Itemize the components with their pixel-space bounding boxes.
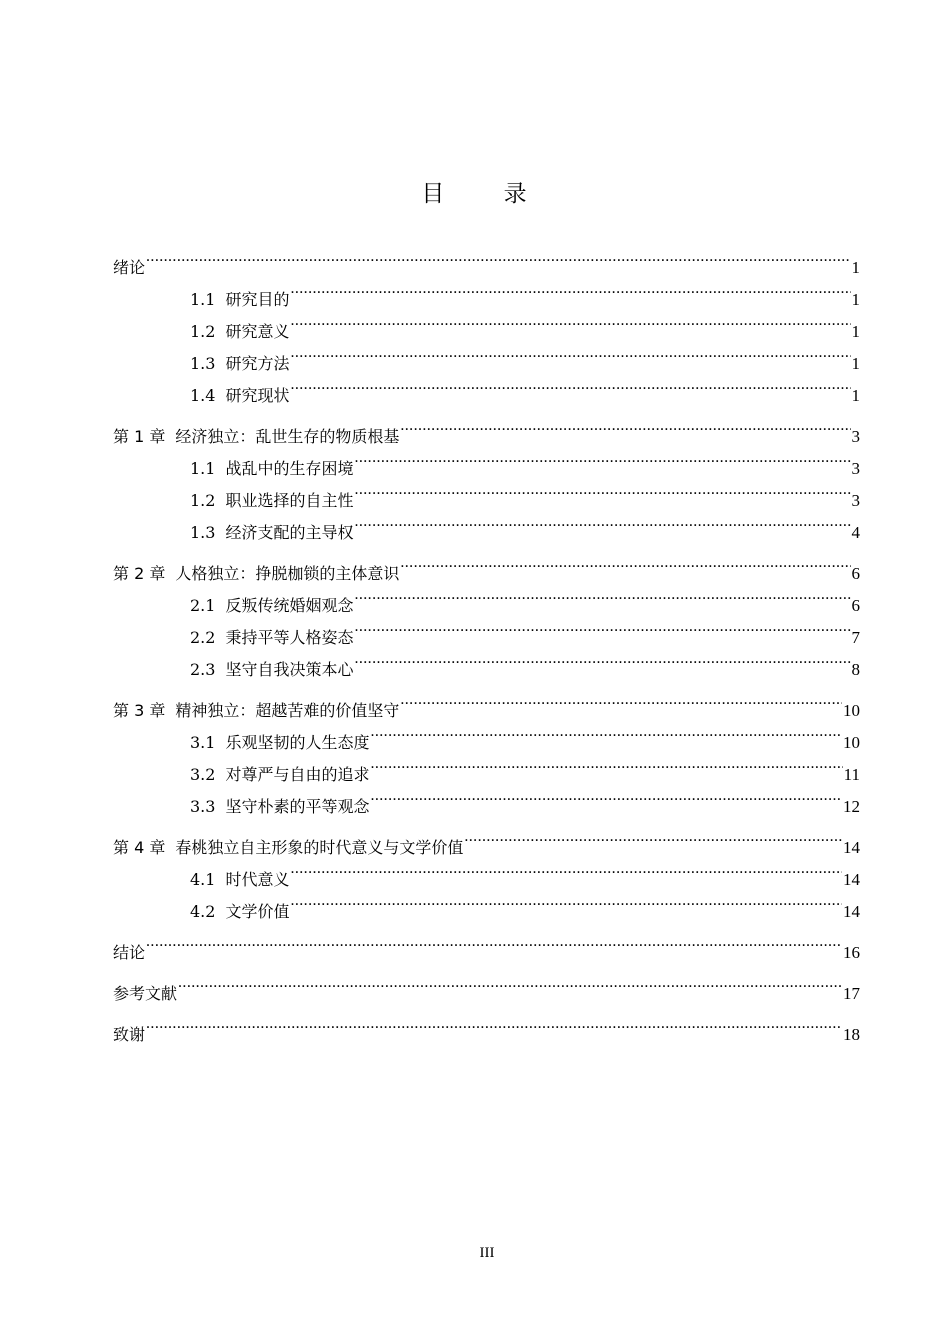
toc-entry-title: 精神独立：超越苦难的价值坚守 xyxy=(175,701,400,720)
toc-entry-page: 12 xyxy=(843,797,860,816)
toc-entry-page: 8 xyxy=(851,660,860,679)
toc-chapter-entry[interactable] xyxy=(113,967,860,1003)
toc-entry-number: 3.1 xyxy=(190,733,216,752)
toc-chapter-entry[interactable] xyxy=(113,684,860,720)
toc-dot-leader xyxy=(146,926,842,958)
toc-entry-number: 1.1 xyxy=(190,459,216,478)
toc-chapter-entry[interactable] xyxy=(113,547,860,583)
toc-entry-page: 17 xyxy=(843,984,860,1003)
toc-entry-title: 经济支配的主导权 xyxy=(225,523,354,542)
toc-entry-page: 3 xyxy=(851,459,860,478)
toc-chapter-entry[interactable] xyxy=(113,926,860,962)
toc-entry-title: 经济独立：乱世生存的物质根基 xyxy=(175,427,400,446)
toc-entry-page: 6 xyxy=(851,564,860,583)
toc-dot-leader xyxy=(400,410,850,442)
toc-entry-page: 1 xyxy=(851,354,860,373)
toc-dot-leader xyxy=(370,780,842,812)
toc-entry-number: 1.1 xyxy=(190,290,216,309)
toc-entry-number: 4.2 xyxy=(190,902,216,921)
toc-entry-number: 2.1 xyxy=(190,596,216,615)
toc-entry-page: 10 xyxy=(843,733,860,752)
toc-entry-title: 结论 xyxy=(113,943,146,962)
toc-chapter-entry[interactable] xyxy=(113,410,860,446)
toc-entry-title: 致谢 xyxy=(113,1025,146,1044)
page-number: III xyxy=(479,1245,495,1261)
toc-entry-page: 14 xyxy=(843,902,860,921)
toc-entry-number: 1.2 xyxy=(190,491,216,510)
toc-dot-leader xyxy=(290,369,850,401)
toc-entry-title: 研究目的 xyxy=(225,290,290,309)
toc-dot-leader xyxy=(370,716,842,748)
toc-entry-title: 研究意义 xyxy=(225,322,290,341)
toc-entry-page: 1 xyxy=(851,290,860,309)
table-of-contents xyxy=(113,241,860,1044)
toc-entry-title: 坚守朴素的平等观念 xyxy=(225,797,370,816)
toc-entry-title: 人格独立：挣脱枷锁的主体意识 xyxy=(175,564,400,583)
toc-entry-title: 秉持平等人格姿态 xyxy=(225,628,354,647)
toc-dot-leader xyxy=(464,821,842,853)
toc-entry-page: 4 xyxy=(851,523,860,542)
toc-dot-leader xyxy=(290,885,842,917)
toc-entry-page: 1 xyxy=(851,322,860,341)
toc-dot-leader xyxy=(400,547,850,579)
toc-entry-title: 春桃独立自主形象的时代意义与文学价值 xyxy=(175,838,464,857)
toc-entry-page: 1 xyxy=(851,258,860,277)
toc-entry-page: 7 xyxy=(851,628,860,647)
toc-dot-leader xyxy=(354,611,850,643)
toc-dot-leader xyxy=(354,643,850,675)
toc-entry-number: 第 3 章 xyxy=(113,701,166,720)
toc-entry-title: 参考文献 xyxy=(113,984,178,1003)
toc-entry-number: 2.2 xyxy=(190,628,216,647)
toc-entry-title: 时代意义 xyxy=(225,870,290,889)
toc-dot-leader xyxy=(290,853,842,885)
toc-entry-number: 第 2 章 xyxy=(113,564,166,583)
toc-entry-page: 14 xyxy=(843,870,860,889)
toc-entry-title: 反叛传统婚姻观念 xyxy=(225,596,354,615)
toc-entry-page: 1 xyxy=(851,386,860,405)
toc-chapter-entry[interactable] xyxy=(113,1008,860,1044)
toc-dot-leader xyxy=(290,273,850,305)
toc-dot-leader xyxy=(370,748,842,780)
toc-entry-title: 乐观坚韧的人生态度 xyxy=(225,733,370,752)
toc-dot-leader xyxy=(400,684,842,716)
toc-entry-number: 第 4 章 xyxy=(113,838,166,857)
page-title: 目 录 xyxy=(421,181,553,207)
toc-entry-number: 1.4 xyxy=(190,386,216,405)
toc-entry-number: 第 1 章 xyxy=(113,427,166,446)
toc-entry-title: 战乱中的生存困境 xyxy=(225,459,354,478)
toc-entry-number: 1.3 xyxy=(190,354,216,373)
toc-entry-number: 2.3 xyxy=(190,660,216,679)
toc-entry-page: 14 xyxy=(843,838,860,857)
toc-dot-leader xyxy=(354,474,850,506)
toc-entry-number: 4.1 xyxy=(190,870,216,889)
toc-entry-number: 3.2 xyxy=(190,765,216,784)
toc-entry-page: 3 xyxy=(851,427,860,446)
toc-entry-page: 18 xyxy=(843,1025,860,1044)
toc-dot-leader xyxy=(354,579,850,611)
toc-dot-leader xyxy=(290,305,850,337)
toc-dot-leader xyxy=(178,967,842,999)
toc-entry-page: 10 xyxy=(843,701,860,720)
toc-entry-page: 16 xyxy=(843,943,860,962)
toc-entry-title: 职业选择的自主性 xyxy=(225,491,354,510)
toc-entry-page: 6 xyxy=(851,596,860,615)
toc-entry-number: 1.3 xyxy=(190,523,216,542)
toc-dot-leader xyxy=(146,1008,842,1040)
toc-entry-title: 对尊严与自由的追求 xyxy=(225,765,370,784)
toc-entry-page: 3 xyxy=(851,491,860,510)
toc-entry-page: 11 xyxy=(843,765,860,784)
toc-entry-number: 3.3 xyxy=(190,797,216,816)
toc-chapter-entry[interactable] xyxy=(113,241,860,277)
toc-entry-title: 研究现状 xyxy=(225,386,290,405)
toc-chapter-entry[interactable] xyxy=(113,821,860,857)
toc-dot-leader xyxy=(354,442,850,474)
toc-entry-number: 1.2 xyxy=(190,322,216,341)
toc-section-entry[interactable] xyxy=(113,273,860,309)
toc-dot-leader xyxy=(354,506,850,538)
toc-dot-leader xyxy=(146,241,850,273)
toc-entry-title: 坚守自我决策本心 xyxy=(225,660,354,679)
toc-entry-title: 研究方法 xyxy=(225,354,290,373)
toc-entry-title: 文学价值 xyxy=(225,902,290,921)
toc-entry-title: 绪论 xyxy=(113,258,146,277)
toc-dot-leader xyxy=(290,337,850,369)
